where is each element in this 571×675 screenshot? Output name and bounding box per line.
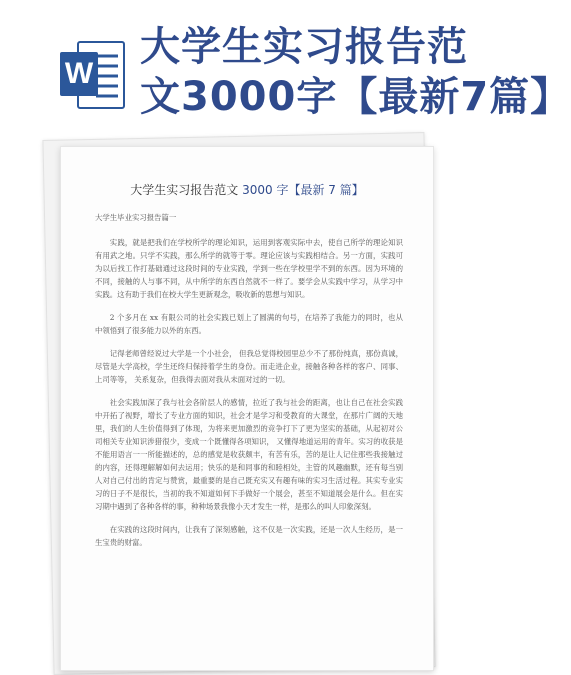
document-title — [61, 181, 433, 198]
document-title-prefix: 大学生实习报告范文 — [130, 183, 239, 197]
page-header — [0, 0, 571, 140]
document-body — [95, 211, 403, 559]
page-title-line-1: 大学生实习报告范 — [140, 24, 468, 70]
paragraph: 在实践的这段时间内，让我有了深刻感触，这不仅是一次实践，还是一次人生经历，是一生宝贵的财富。 — [95, 525, 403, 547]
document-subtitle: 大学生毕业实习报告篇一 — [95, 213, 177, 222]
paragraph: 记得老师曾经说过大学是一个小社会， 但我总觉得校园里总少不了那份纯真，那份真诚，尽管是大学高校，学生还终归保持着学生的身份。而走进企业，接触各种各样的客户、同事、上司等等， 关系复杂，但我得去面对我从未面对过的一切。 — [95, 349, 403, 384]
page-title-line-2: 文3000字【最新7篇】 — [140, 74, 571, 120]
paragraph: 社会实践加深了我与社会各阶层人的感情，拉近了我与社会的距离，也让自己在社会实践中开拓了视野，增长了专业方面的知识，社会才是学习和受教育的大课堂，在那片广阔的天地里，我们的人生价值得到了体现，为将来更加激烈的竞争打下了更为坚实的基础，从起初对公司相关专业知识涉猎很少，变成一个既懂得各项知识， 又懂得地道运用的青年。实习的收获是不能用语言一一所能描述的，总的感觉是收获颇丰，有苦有乐，苦的是让人记住那些我接触过的内容，还得理解解如何去运用；快乐的是和同事的和睦相处，主管的风趣幽默，还有每当别人对自己付出的肯定与赞赏，最重要的是自己既充实又有趣有味的实习生活过程。其实专业实习的日子不是很长，当初的我不知道如何下手做好一个展会，甚至不知道展会是什么。但在实习期中遇到了各种各样的事，种种场景我像小天才发生一样，是那么的叫人印象深刻。 — [95, 398, 403, 511]
paragraph: 实践，就是把我们在学校所学的理论知识，运用到客观实际中去，使自己所学的理论知识有用武之地。只学不实践，那么所学的就等于零。理论应该与实践相结合。另一方面，实践可为以后找工作打基础通过这段时间的专业实践，学到一些在学校里学不到的东西。因为环境的不同，接触的人与事不同，从中所学的东西自然就不一样了。要学会从实践中学习，从学习中实践。这有助于我们在校大学生更新观念，吸收新的思想与知识。 — [95, 238, 403, 299]
page-title — [140, 22, 571, 122]
word-icon-letter: W — [64, 57, 94, 90]
paragraph: 2 个多月在 xx 有限公司的社会实践已划上了圆满的句号，在培养了我能力的同时，也从中领悟到了很多能力以外的东西。 — [95, 313, 403, 335]
word-document-icon — [60, 38, 126, 112]
document-preview[interactable] — [38, 128, 438, 669]
document-page — [60, 146, 434, 671]
document-title-highlight: 3000 字【最新 7 篇】 — [242, 183, 364, 197]
